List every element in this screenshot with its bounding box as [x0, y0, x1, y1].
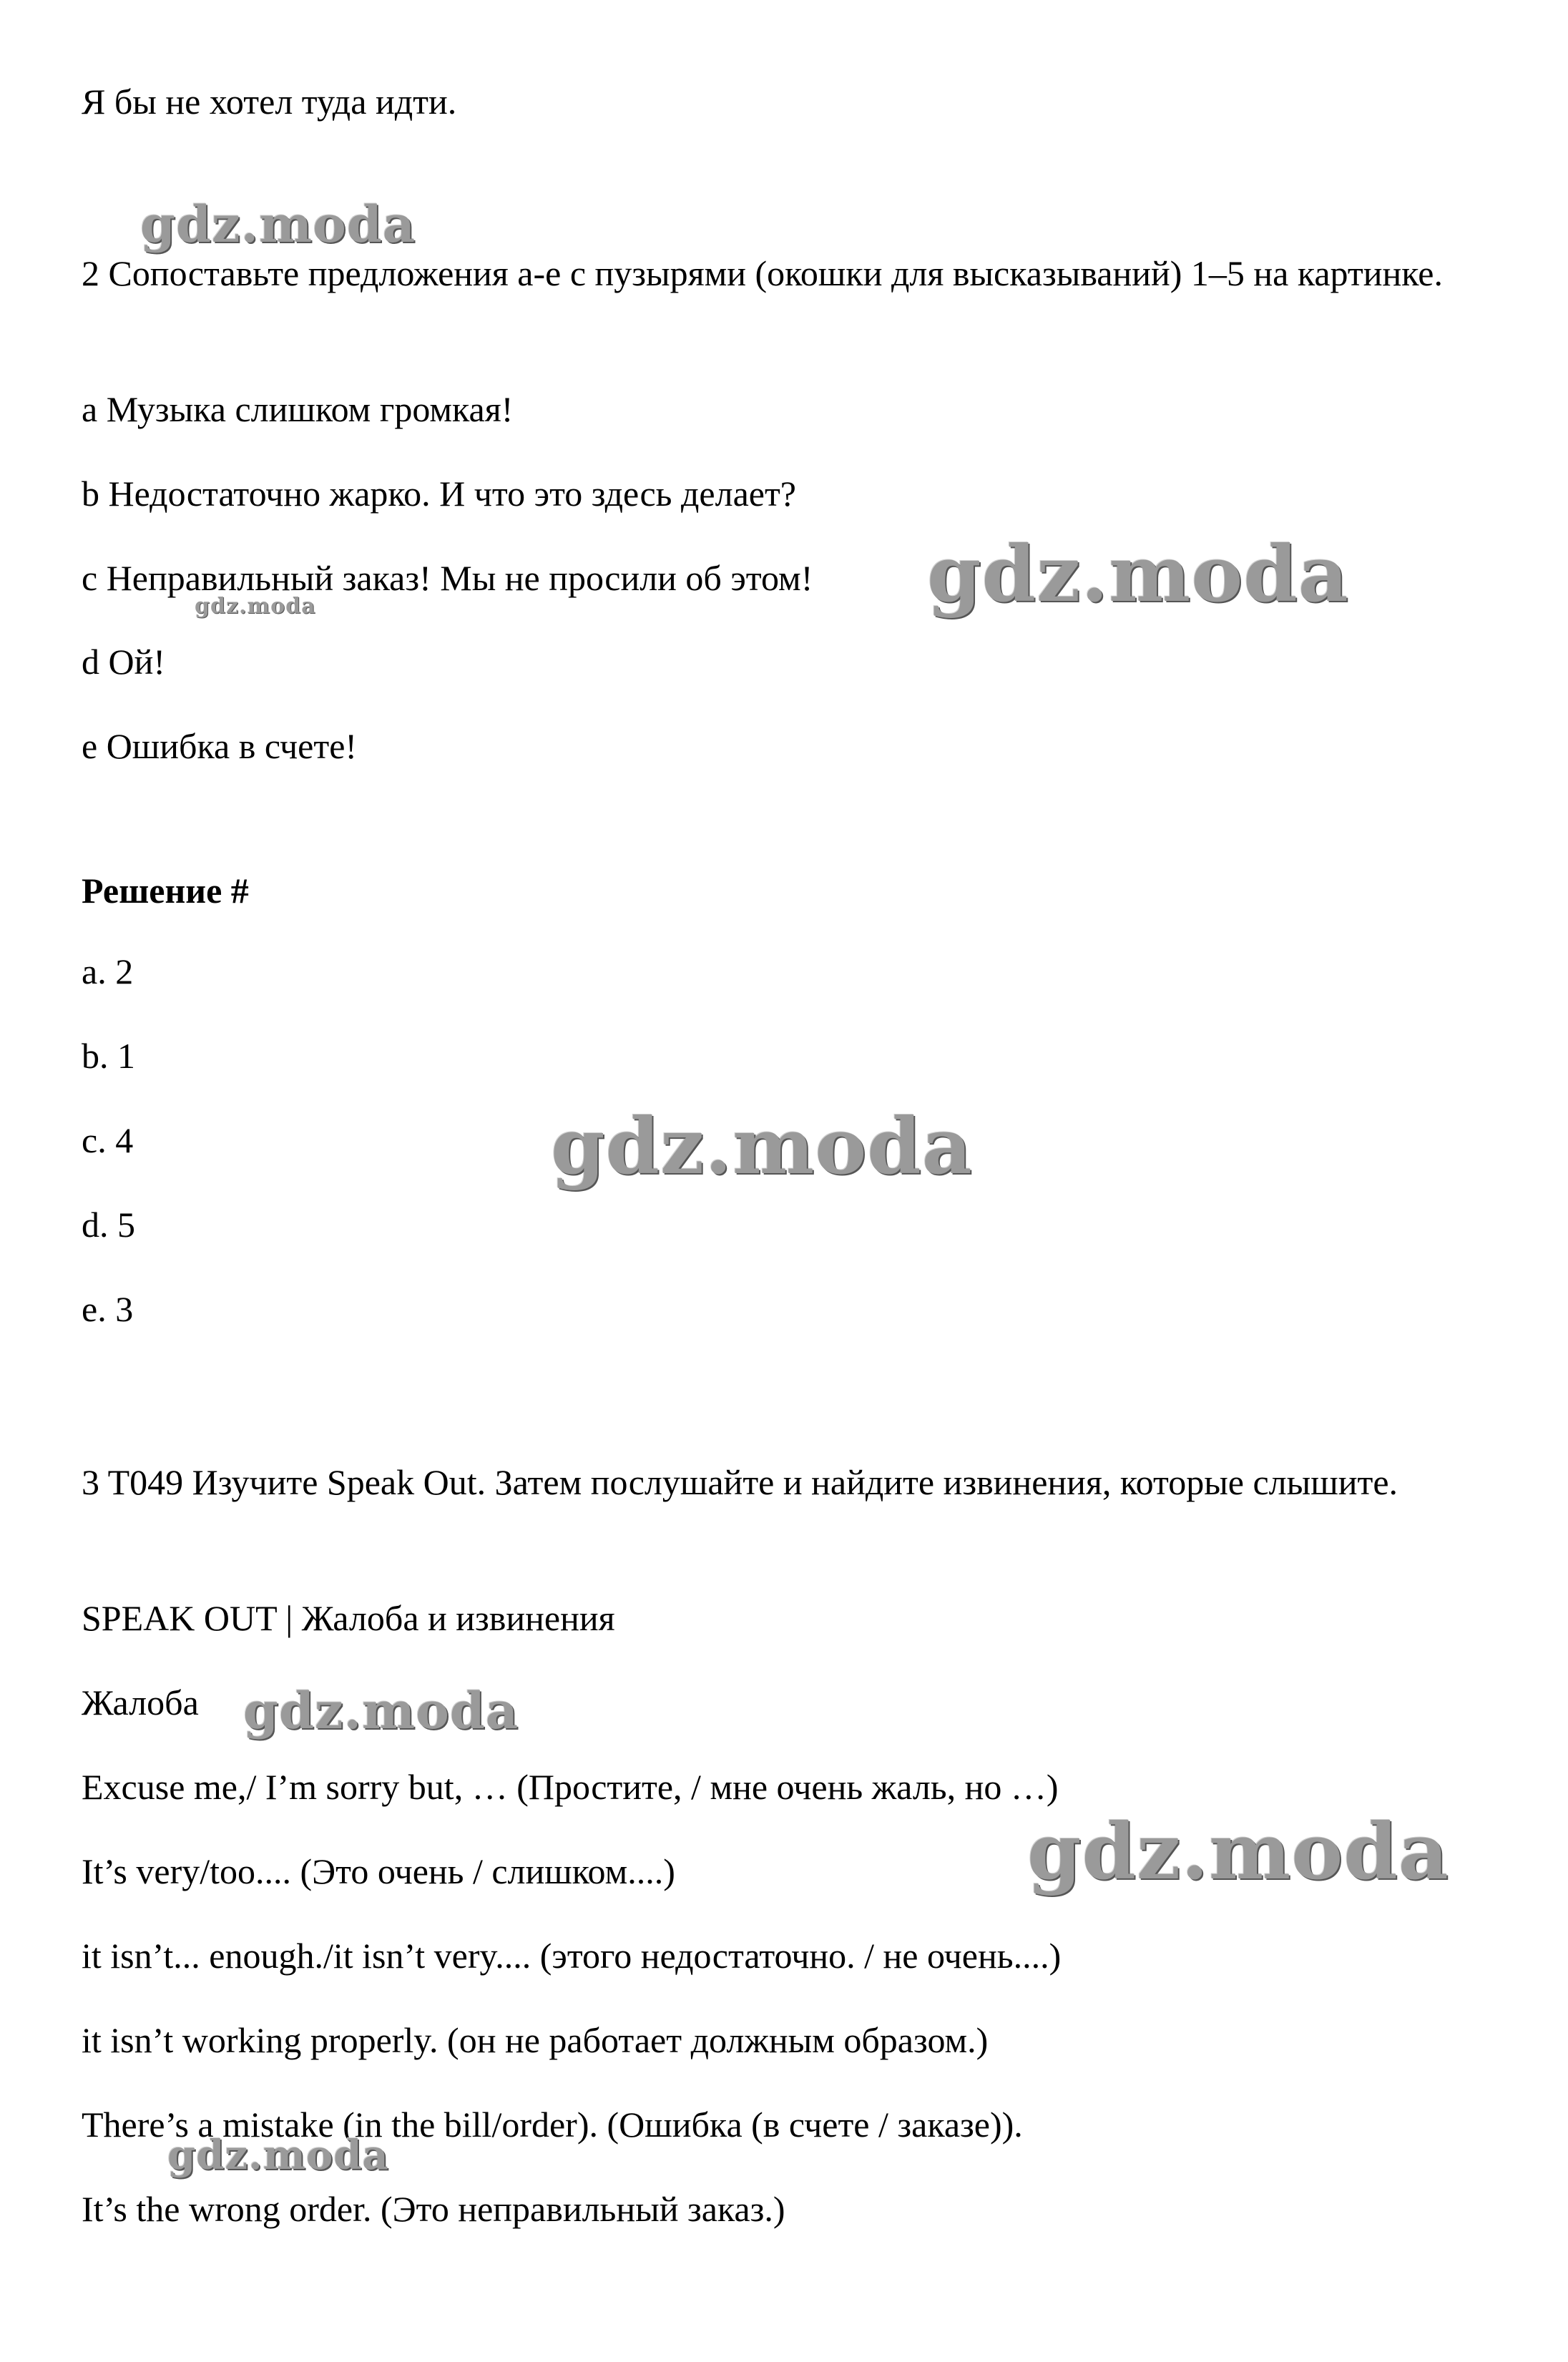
watermark-logo: gdz.moda — [140, 195, 416, 254]
phrase-6: It’s the wrong order. (Это неправильный заказ.) — [82, 2189, 785, 2229]
complaint-section-label: Жалоба — [82, 1682, 199, 1723]
watermark-logo: gdz.moda — [167, 2132, 389, 2179]
answer-e: e. 3 — [82, 1289, 134, 1329]
phrase-2: It’s very/too.... (Это очень / слишком....) — [82, 1851, 675, 1891]
phrase-4: it isn’t working properly. (он не работает должным образом.) — [82, 2020, 989, 2060]
watermark-logo: gdz.moda — [243, 1681, 519, 1740]
intro-line: Я бы не хотел туда идти. — [82, 82, 457, 122]
phrase-3: it isn’t... enough./it isn’t very.... (этого недостаточно. / не очень....) — [82, 1936, 1062, 1976]
watermark-logo: gdz.moda — [551, 1102, 973, 1192]
sentence-b: b Недостаточно жарко. И что это здесь делает? — [82, 474, 796, 514]
speak-out-title: SPEAK OUT | Жалоба и извинения — [82, 1598, 615, 1638]
task-3-instruction: 3 T049 Изучите Speak Out. Затем послушайте и найдите извинения, которые слышите. — [82, 1462, 1398, 1502]
sentence-a: а Музыка слишком громкая! — [82, 389, 514, 429]
watermark-logo: gdz.moda — [195, 594, 316, 619]
phrase-5: There’s a mistake (in the bill/order). (Ошибка (в счете / заказе)). — [82, 2104, 1023, 2145]
watermark-logo: gdz.moda — [927, 529, 1349, 619]
sentence-e: е Ошибка в счете! — [82, 726, 358, 766]
phrase-1: Excuse me,/ I’m sorry but, … (Простите, / мне очень жаль, но …) — [82, 1767, 1059, 1807]
sentence-c: с Неправильный заказ! Мы не просили об этом! — [82, 558, 813, 598]
task-2-instruction: 2 Сопоставьте предложения а-е с пузырями (окошки для высказываний) 1–5 на картинке. — [82, 253, 1444, 293]
watermark-logo: gdz.moda — [1027, 1807, 1449, 1897]
solution-heading: Решение # — [82, 871, 249, 911]
sentence-d: d Ой! — [82, 642, 166, 682]
answer-c: c. 4 — [82, 1120, 134, 1160]
answer-b: b. 1 — [82, 1036, 135, 1076]
answer-a: a. 2 — [82, 951, 134, 991]
answer-d: d. 5 — [82, 1205, 135, 1245]
